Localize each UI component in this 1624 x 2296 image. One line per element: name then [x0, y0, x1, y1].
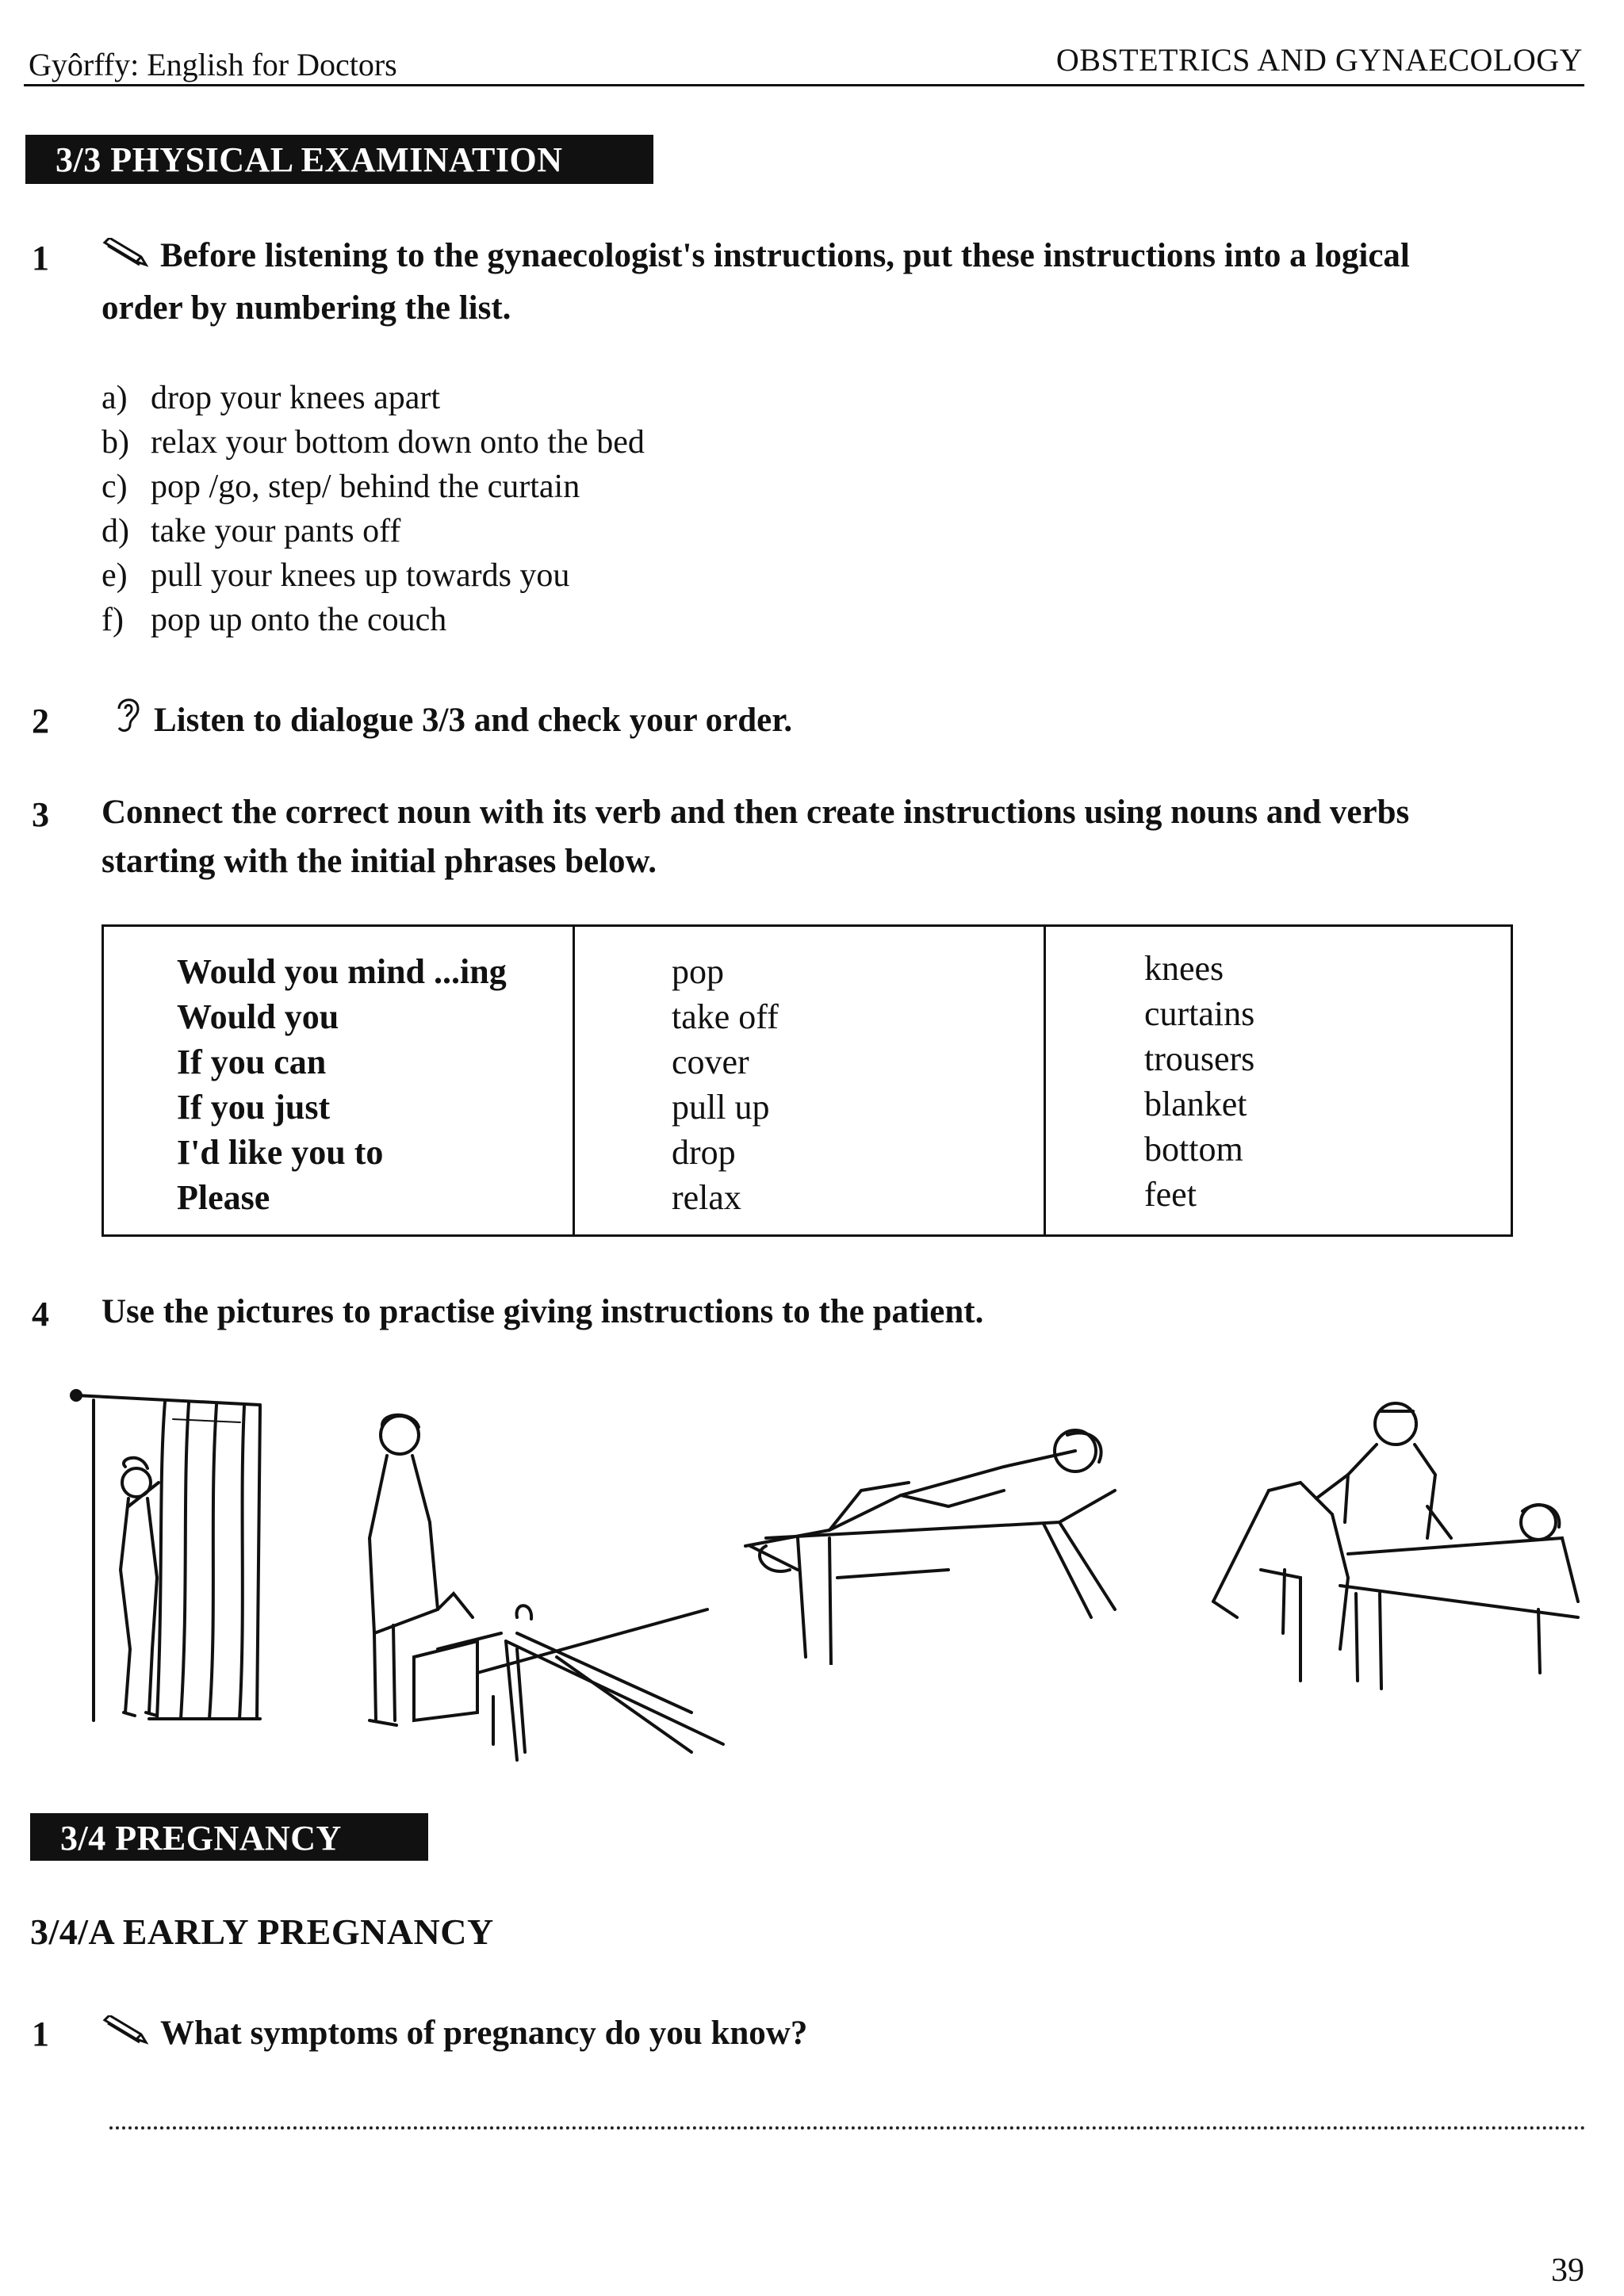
- pregnancy-question: What symptoms of pregnancy do you know?: [102, 2009, 807, 2061]
- task-4-instruction: Use the pictures to practise giving instructions to the patient.: [102, 1293, 984, 1330]
- table-cell: trousers: [1144, 1039, 1255, 1078]
- table-cell: drop: [672, 1133, 736, 1172]
- running-header-left: Gyôrffy: English for Doctors: [29, 47, 397, 82]
- table-cell: If you can: [177, 1043, 327, 1081]
- table-cell: Would you: [177, 997, 339, 1036]
- pencil-icon: [102, 235, 151, 284]
- task-1-line-1: Before listening to the gynaecologist's instructions, put these instructions into a logical: [160, 237, 1410, 274]
- illustration-behind-curtain: [70, 1387, 276, 1728]
- noun-verb-table: [102, 924, 1513, 1237]
- table-cell: bottom: [1144, 1130, 1243, 1169]
- table-cell: curtains: [1144, 994, 1255, 1033]
- task-1-line-2: order by numbering the list.: [102, 289, 511, 327]
- task-number: 1: [32, 239, 49, 277]
- illustration-lying-on-couch: [742, 1419, 1123, 1665]
- illustration-stepping-onto-couch: [358, 1411, 731, 1768]
- table-cell: Please: [177, 1178, 270, 1217]
- table-column-verbs: [575, 927, 1046, 1234]
- table-cell: relax: [672, 1178, 741, 1217]
- task-1-instruction: [102, 232, 1592, 333]
- section-banner-physical-examination: 3/3 PHYSICAL EXAMINATION: [25, 135, 653, 184]
- list-item: c) pop /go, step/ behind the curtain: [102, 469, 580, 505]
- section-banner-pregnancy: 3/4 PREGNANCY: [30, 1813, 428, 1861]
- ear-icon: [111, 693, 144, 748]
- pencil-icon: [102, 2012, 151, 2061]
- task-2-instruction: Listen to dialogue 3/3 and check your order.: [111, 693, 792, 748]
- task-number: 3: [32, 795, 49, 834]
- task-number: 2: [32, 702, 49, 740]
- table-cell: cover: [672, 1043, 749, 1081]
- table-cell: feet: [1144, 1175, 1197, 1214]
- task-number: 4: [32, 1295, 49, 1334]
- table-cell: If you just: [177, 1088, 331, 1127]
- list-item: e) pull your knees up towards you: [102, 557, 570, 594]
- task-3-instruction: Connect the correct noun with its verb and then create instructions using nouns and verbs starting with the initial phrases below.: [102, 794, 1410, 880]
- illustration-doctor-examining: [1189, 1395, 1586, 1697]
- list-item: f) pop up onto the couch: [102, 602, 447, 638]
- list-item: a) drop your knees apart: [102, 380, 441, 416]
- table-cell: I'd like you to: [177, 1133, 384, 1172]
- table-cell: blanket: [1144, 1085, 1247, 1123]
- subsection-heading: 3/4/A EARLY PREGNANCY: [30, 1911, 494, 1952]
- table-cell: take off: [672, 997, 779, 1036]
- table-column-phrases: [104, 927, 575, 1234]
- list-item: d) take your pants off: [102, 513, 401, 549]
- table-cell: pop: [672, 952, 724, 991]
- page-number: 39: [1551, 2252, 1584, 2289]
- table-column-nouns: [1046, 927, 1511, 1234]
- running-header-right: OBSTETRICS AND GYNAECOLOGY: [1055, 42, 1583, 78]
- table-cell: knees: [1144, 949, 1224, 988]
- header-rule: [24, 84, 1584, 86]
- task-number: 1: [32, 2015, 49, 2053]
- table-cell: pull up: [672, 1088, 770, 1127]
- table-cell: Would you mind ...ing: [177, 952, 507, 991]
- list-item: b) relax your bottom down onto the bed: [102, 424, 645, 461]
- answer-line: [109, 2126, 1586, 2130]
